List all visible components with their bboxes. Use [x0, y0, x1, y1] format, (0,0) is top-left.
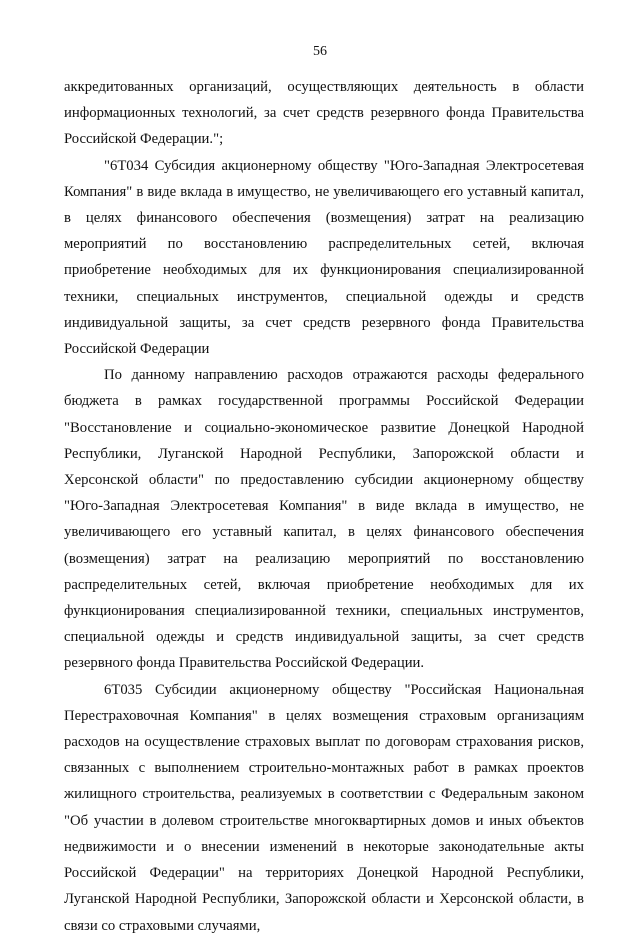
paragraph-6t034-description: По данному направлению расходов отражаются расходы федерального бюджета в рамках государственной программы Российской Федерации "Восстановление и социально-экономическое развитие Донецкой Народной Республики, Луганской Народной Республики, Запорожской области и Херсонской области" по предоставлению субсидии акционерному обществу "Юго-Западная Электросетевая Компания" в виде вклада в имущество, не увеличивающего его уставный капитал, в целях финансового обеспечения (возмещения) затрат на реализацию мероприятий по восстановлению распределительных сетей, включая приобретение необходимых для их функционирования специализированной техники, специальных инструментов, специальной одежды и средств индивидуальной защиты, за счет средств резервного фонда Правительства Российской Федерации. — [64, 367, 584, 672]
document-body — [64, 74, 584, 939]
paragraph-6t035-heading: 6Т035 Субсидии акционерному обществу "Российская Национальная Перестраховочная Компания" в целях возмещения страховым организациям расходов на осуществление страховых выплат по договорам страхования рисков, связанных с выполнением строительно-монтажных работ в рамках проектов жилищного строительства, реализуемых в соответствии с Федеральным законом "Об участии в долевом строительстве многоквартирных домов и иных объектов недвижимости и о внесении изменений в некоторые законодательные акты Российской Федерации" на территориях Донецкой Народной Республики, Луганской Народной Республики, Запорожской области и Херсонской области, в связи со страховыми случаями, — [64, 681, 584, 934]
paragraph-continuation: аккредитованных организаций, осуществляющих деятельность в области информационных технологий, за счет средств резервного фонда Правительства Российской Федерации."; — [64, 79, 584, 148]
paragraph-6t034-heading: "6Т034 Субсидия акционерному обществу "Юго-Западная Электросетевая Компания" в виде вклада в имущество, не увеличивающего его уставный капитал, в целях финансового обеспечения (возмещения) затрат на реализацию мероприятий по восстановлению распределительных сетей, включая приобретение необходимых для их функционирования специализированной техники, специальных инструментов, специальной одежды и средств индивидуальной защиты, за счет средств резервного фонда Правительства Российской Федерации — [64, 157, 584, 358]
page-number: 56 — [313, 44, 327, 59]
